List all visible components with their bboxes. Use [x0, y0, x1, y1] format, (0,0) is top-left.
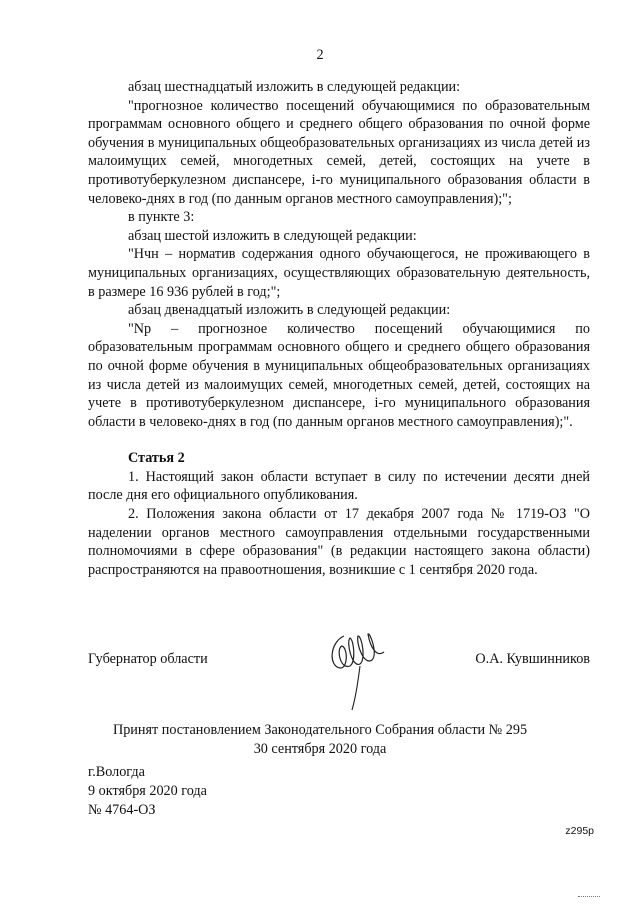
- article-item: 1. Настоящий закон области вступает в силу по истечении десяти дней после дня его официального опубликования.: [88, 468, 590, 504]
- adoption-line-2: 30 сентября 2020 года: [253, 740, 387, 757]
- adoption-note: [0, 721, 640, 758]
- law-number: № 4764-ОЗ: [88, 802, 156, 818]
- spacer: [88, 431, 590, 449]
- issue-details: [88, 763, 207, 820]
- amendment-paragraph: абзац шестой изложить в следующей редакции:: [128, 227, 417, 244]
- document-body: [88, 78, 590, 579]
- signatory-title: Губернатор области: [88, 651, 208, 667]
- amendment-paragraph: абзац шестнадцатый изложить в следующей редакции:: [128, 79, 461, 95]
- amendment-paragraph: в пункте 3:: [128, 209, 195, 226]
- document-code: z295p: [565, 825, 594, 837]
- handwritten-signature: [326, 626, 396, 712]
- article-heading: Статья 2: [128, 450, 185, 467]
- adoption-line-1: Принят постановлением Законодательного Собрания области № 295: [112, 722, 528, 738]
- amendment-paragraph: "прогнозное количество посещений обучающимися по образовательным программам основного общего и среднего общего образования по очной форме обучения в муниципальных общеобразовательных организациях из числа детей из малоимущих семей, многодетных семей, детей, состоящих на учете в противотуберкулезном диспансере, i-го муниципального образования области в человеко-днях в год (по данным органов местного самоуправления);";: [88, 97, 590, 207]
- page-number: 2: [316, 47, 324, 63]
- issue-date: 9 октября 2020 года: [88, 783, 207, 799]
- article-item: 2. Положения закона области от 17 декабря 2007 года № 1719-ОЗ "О наделении органов местного самоуправления отдельными государственными полномочиями в сфере образования" (в редакции настоящего закона области) распространяются на правоотношения, возникшие с 1 сентября 2020 года.: [88, 506, 590, 578]
- corner-mark: [578, 896, 600, 897]
- amendment-paragraph: "Нчн – норматив содержания одного обучающегося, не проживающего в муниципальных организациях, осуществляющих образовательную деятельность, в размере 16 936 рублей в год;";: [88, 246, 590, 300]
- amendment-paragraph: абзац двенадцатый изложить в следующей редакции:: [128, 302, 451, 319]
- issue-city: г.Вологда: [88, 764, 145, 780]
- signature-block: [88, 650, 590, 710]
- signatory-name: О.А. Кувшинников: [475, 651, 590, 667]
- amendment-paragraph: "Np – прогнозное количество посещений обучающимися по образовательным программам основного общего и среднего общего образования по очной форме обучения в муниципальных общеобразовательных организациях из числа детей из малоимущих семей, многодетных семей, детей, состоящих на учете в противотуберкулезном диспансере, i-го муниципального образования области в человеко-днях в год (по данным органов местного самоуправления);".: [88, 320, 590, 430]
